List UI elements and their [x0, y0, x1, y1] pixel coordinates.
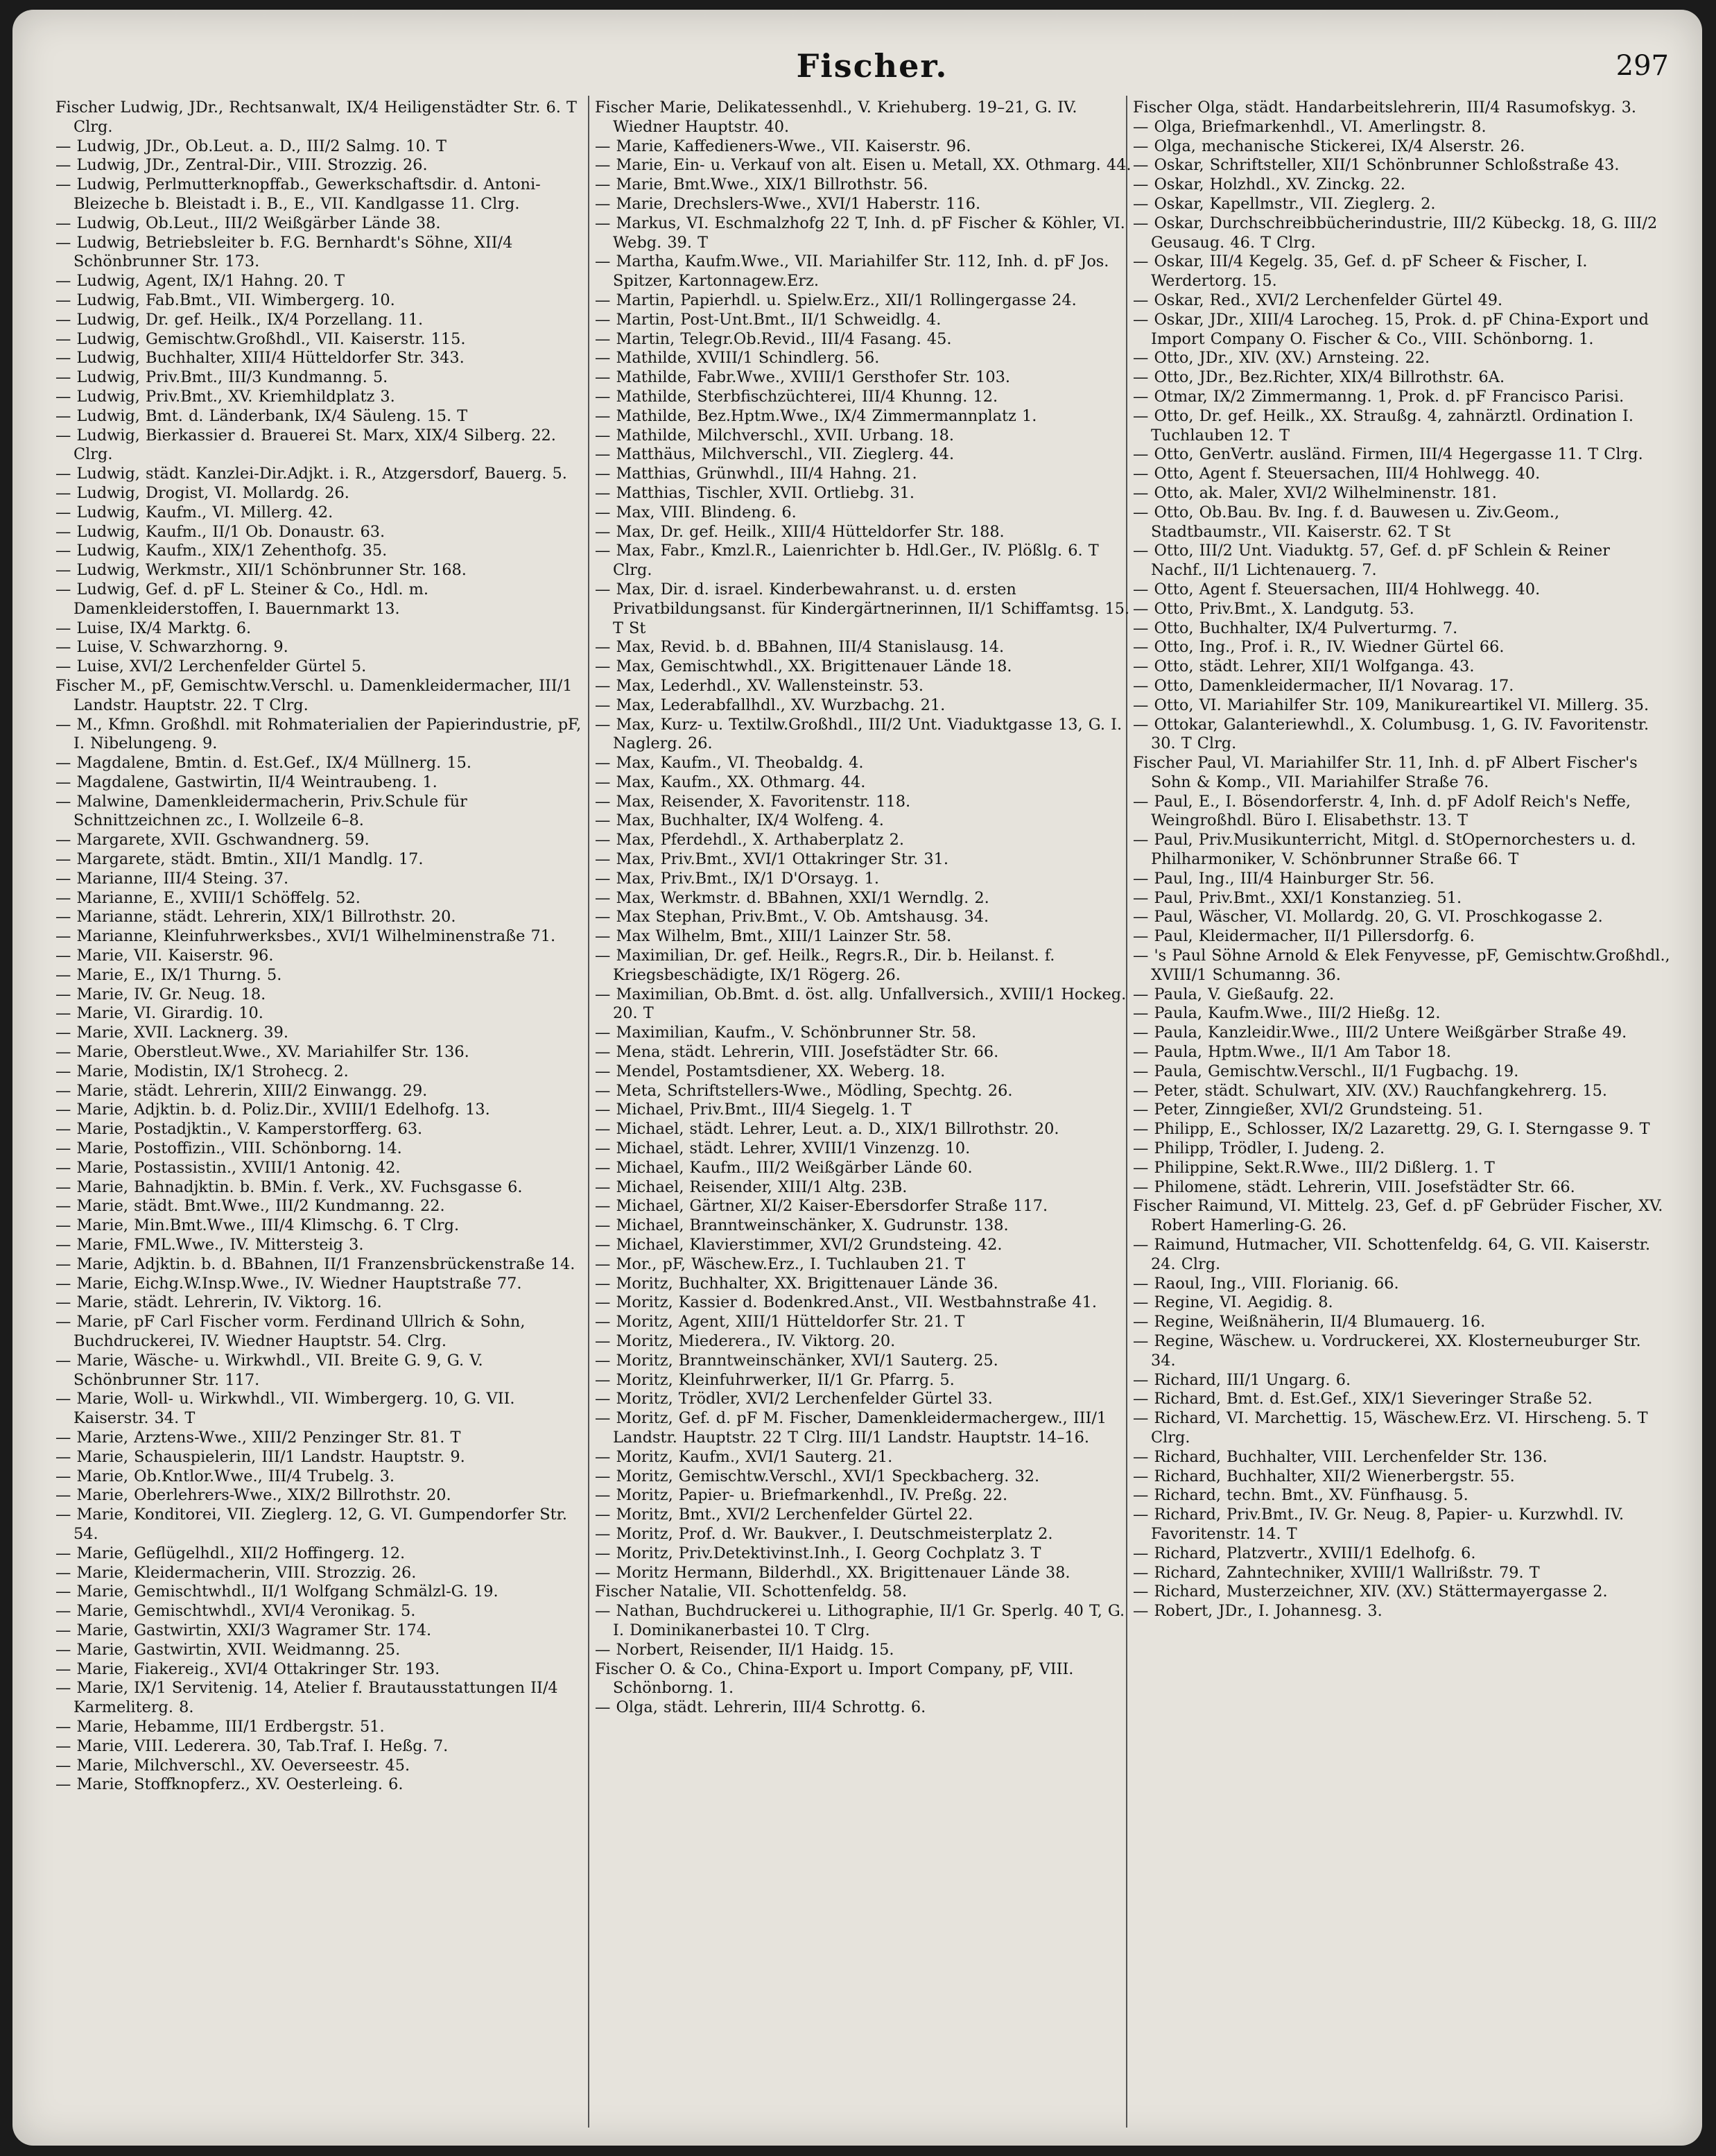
- directory-entry: — Paul, Wäscher, VI. Mollardg. 20, G. VI. Proschkogasse 2.: [1133, 908, 1603, 926]
- directory-entry: — Matthias, Grünwhdl., III/4 Hahng. 21.: [595, 465, 917, 483]
- directory-entry: — Max, Lederhdl., XV. Wallensteinstr. 53.: [595, 676, 924, 695]
- directory-entry: — Moritz, Papier- u. Briefmarkenhdl., IV. Preßg. 22.: [595, 1486, 1008, 1505]
- directory-column-3: [1133, 98, 1670, 2137]
- directory-entry: — Regine, Wäschew. u. Vordruckerei, XX. Klosterneuburger Str. 34.: [1133, 1332, 1641, 1370]
- directory-entry: — Paula, Kanzleidir.Wwe., III/2 Untere Weißgärber Straße 49.: [1133, 1024, 1627, 1042]
- directory-entry: — Max, Kaufm., XX. Othmarg. 44.: [595, 773, 866, 791]
- directory-entry: — Michael, Priv.Bmt., III/4 Siegelg. 1. T: [595, 1101, 912, 1119]
- directory-entry: — Magdalene, Bmtin. d. Est.Gef., IX/4 Müllnerg. 15.: [55, 754, 472, 773]
- directory-entry: — Marie, Gemischtwhdl., XVI/4 Veronikag. 5.: [55, 1602, 416, 1621]
- directory-entry: — Marie, Bahnadjktin. b. BMin. f. Verk., XV. Fuchsgasse 6.: [55, 1178, 523, 1196]
- directory-entry: — Mathilde, Milchverschl., XVII. Urbang. 18.: [595, 426, 955, 445]
- directory-entry: — Mena, städt. Lehrerin, VIII. Josefstädter Str. 66.: [595, 1043, 999, 1062]
- directory-column-2: [595, 98, 1132, 2137]
- directory-entry: — Otto, Agent f. Steuersachen, III/4 Hohlwegg. 40.: [1133, 580, 1541, 598]
- directory-entry: — Richard, VI. Marchettig. 15, Wäschew.Erz. VI. Hirscheng. 5. T Clrg.: [1133, 1409, 1648, 1447]
- directory-entry: — Peter, Zinngießer, XVI/2 Grundsteing. 51.: [1133, 1101, 1483, 1119]
- directory-heading-entry: Fischer O. & Co., China-Export u. Import Company, pF, VIII. Schönborng. 1.: [595, 1659, 1074, 1698]
- directory-entry: — Michael, städt. Lehrer, Leut. a. D., XIX/1 Billrothstr. 20.: [595, 1120, 1059, 1139]
- directory-entry: — Moritz, Kleinfuhrwerker, II/1 Gr. Pfarrg. 5.: [595, 1370, 955, 1389]
- directory-entry: — Max, Werkmstr. d. BBahnen, XXI/1 Werndlg. 2.: [595, 888, 989, 907]
- directory-entry: — Paul, E., I. Bösendorferstr. 4, Inh. d. pF Adolf Reich's Neffe, Weingroßhdl. Büro I. Elisabethstr. 13. T: [1133, 792, 1631, 830]
- directory-entry: — Marie, Woll- u. Wirkwhdl., VII. Wimbergerg. 10, G. VII. Kaiserstr. 34. T: [55, 1390, 515, 1428]
- directory-entry: — Moritz, Kaufm., XVI/1 Sauterg. 21.: [595, 1447, 893, 1466]
- directory-entry: — Moritz, Priv.Detektivinst.Inh., I. Georg Cochplatz 3. T: [595, 1544, 1041, 1562]
- directory-entry: — Max, VIII. Blindeng. 6.: [595, 503, 797, 521]
- directory-entry: — Marie, Postadjktin., V. Kamperstorfferg. 63.: [55, 1120, 423, 1139]
- directory-entry: — Ludwig, JDr., Zentral-Dir., VIII. Strozzig. 26.: [55, 156, 428, 175]
- directory-entry: — Otto, III/2 Unt. Viaduktg. 57, Gef. d. pF Schlein & Reiner Nachf., II/1 Lichtenauerg. 7.: [1133, 542, 1610, 580]
- directory-entry: — Michael, Gärtner, XI/2 Kaiser-Ebersdorfer Straße 117.: [595, 1197, 1048, 1216]
- directory-entry: — Marie, städt. Lehrerin, XIII/2 Einwangg. 29.: [55, 1081, 428, 1100]
- directory-entry: — Olga, Briefmarkenhdl., VI. Amerlingstr. 8.: [1133, 117, 1487, 136]
- directory-entry: — Martin, Telegr.Ob.Revid., III/4 Fasang. 45.: [595, 329, 952, 348]
- directory-entry: — Max, Revid. b. d. BBahnen, III/4 Stanislausg. 14.: [595, 638, 1005, 657]
- directory-entry: — Moritz, Kassier d. Bodenkred.Anst., VII. Westbahnstraße 41.: [595, 1293, 1098, 1312]
- directory-heading-entry: Fischer Ludwig, JDr., Rechtsanwalt, IX/4 Heiligenstädter Str. 6. T Clrg.: [55, 98, 577, 136]
- directory-entry: — Olga, städt. Lehrerin, III/4 Schrottg. 6.: [595, 1698, 926, 1717]
- directory-entry: — Ludwig, Priv.Bmt., III/3 Kundmanng. 5.: [55, 368, 388, 387]
- directory-entry: — Oskar, III/4 Kegelg. 35, Gef. d. pF Scheer & Fischer, I. Werdertorg. 15.: [1133, 252, 1588, 291]
- directory-entry: — Marie, Hebamme, III/1 Erdbergstr. 51.: [55, 1717, 385, 1736]
- directory-entry: — Margarete, XVII. Gschwandnerg. 59.: [55, 831, 370, 850]
- page-title: Fischer.: [796, 47, 948, 85]
- directory-entry: — Marianne, E., XVIII/1 Schöffelg. 52.: [55, 888, 361, 907]
- directory-entry: — Max, Kurz- u. Textilw.Großhdl., III/2 Unt. Viaduktgasse 13, G. I. Naglerg. 26.: [595, 715, 1123, 753]
- directory-entry: — Philippine, Sekt.R.Wwe., III/2 Dißlerg. 1. T: [1133, 1158, 1495, 1177]
- directory-entry: — Otto, Agent f. Steuersachen, III/4 Hohlwegg. 40.: [1133, 465, 1541, 483]
- directory-entry: — Ludwig, Buchhalter, XIII/4 Hütteldorfer Str. 343.: [55, 349, 465, 368]
- directory-heading-entry: Fischer Raimund, VI. Mittelg. 23, Gef. d. pF Gebrüder Fischer, XV. Robert Hamerling-G. 26.: [1133, 1197, 1663, 1235]
- directory-entry: — Oskar, Holzhdl., XV. Zinckg. 22.: [1133, 175, 1405, 194]
- directory-entry: — Marie, Arztens-Wwe., XIII/2 Penzinger Str. 81. T: [55, 1428, 461, 1447]
- directory-entry: — Marie, Geflügelhdl., XII/2 Hoffingerg. 12.: [55, 1544, 406, 1562]
- directory-entry: — Marianne, Kleinfuhrwerksbes., XVI/1 Wilhelminenstraße 71.: [55, 927, 556, 946]
- directory-entry: — Moritz, Gef. d. pF M. Fischer, Damenkleidermachergew., III/1 Landstr. Hauptstr. 22 T Clrg. III/1 Landstr. Hauptstr. 14–16.: [595, 1409, 1107, 1447]
- directory-entry: — Otto, Dr. gef. Heilk., XX. Straußg. 4, zahnärztl. Ordination I. Tuchlauben 12. T: [1133, 406, 1633, 445]
- directory-entry: — Mathilde, Sterbfischzüchterei, III/4 Khunng. 12.: [595, 387, 998, 406]
- directory-entry: — Ludwig, Agent, IX/1 Hahng. 20. T: [55, 272, 345, 291]
- directory-entry: — Regine, Weißnäherin, II/4 Blumauerg. 16.: [1133, 1313, 1486, 1331]
- directory-entry: — Moritz, Bmt., XVI/2 Lerchenfelder Gürtel 22.: [595, 1506, 973, 1524]
- directory-entry: — Raoul, Ing., VIII. Florianig. 66.: [1133, 1274, 1399, 1293]
- directory-entry: — Moritz Hermann, Bilderhdl., XX. Brigittenauer Lände 38.: [595, 1563, 1071, 1582]
- directory-entry: — Max, Dir. d. israel. Kinderbewahranst. u. d. ersten Privatbildungsanst. für Kindergärtnerinnen, II/1 Schiffamtsg. 15. T St: [595, 580, 1130, 637]
- directory-entry: — Matthäus, Milchverschl., VII. Zieglerg. 44.: [595, 445, 955, 464]
- directory-entry: — Otto, städt. Lehrer, XII/1 Wolfganga. 43.: [1133, 657, 1475, 676]
- directory-entry: — Ludwig, JDr., Ob.Leut. a. D., III/2 Salmg. 10. T: [55, 137, 447, 155]
- directory-heading-entry: Fischer Olga, städt. Handarbeitslehrerin, III/4 Rasumofskyg. 3.: [1133, 98, 1636, 117]
- directory-entry: — Moritz, Trödler, XVI/2 Lerchenfelder Gürtel 33.: [595, 1390, 993, 1408]
- directory-entry: — Otto, ak. Maler, XVI/2 Wilhelminenstr. 181.: [1133, 483, 1497, 502]
- directory-entry: — Marianne, städt. Lehrerin, XIX/1 Billrothstr. 20.: [55, 908, 456, 926]
- directory-entry: — Ludwig, Bierkassier d. Brauerei St. Marx, XIX/4 Silberg. 22. Clrg.: [55, 426, 556, 464]
- directory-entry: — Nathan, Buchdruckerei u. Lithographie, II/1 Gr. Sperlg. 40 T, G. I. Dominikanerbastei 10. T Clrg.: [595, 1602, 1125, 1639]
- directory-entry: — Marie, Ein- u. Verkauf von alt. Eisen u. Metall, XX. Othmarg. 44.: [595, 156, 1132, 175]
- directory-entry: — Luise, IX/4 Marktg. 6.: [55, 619, 252, 637]
- directory-entry: — Richard, Platzvertr., XVIII/1 Edelhofg. 6.: [1133, 1544, 1476, 1562]
- directory-entry: — Otto, VI. Mariahilfer Str. 109, Manikureartikel VI. Millerg. 35.: [1133, 696, 1649, 714]
- directory-entry: — Richard, Buchhalter, XII/2 Wienerbergstr. 55.: [1133, 1467, 1515, 1485]
- directory-entry: — Mor., pF, Wäschew.Erz., I. Tuchlauben 21. T: [595, 1254, 966, 1273]
- directory-entry: — Ludwig, Drogist, VI. Mollardg. 26.: [55, 483, 349, 502]
- directory-entry: — Michael, Branntweinschänker, X. Gudrunstr. 138.: [595, 1216, 1009, 1235]
- directory-entry: — Maximilian, Dr. gef. Heilk., Regrs.R., Dir. b. Heilanst. f. Kriegsbeschädigte, IX/1 Rögerg. 26.: [595, 947, 1055, 984]
- directory-entry: — Ludwig, Kaufm., VI. Millerg. 42.: [55, 503, 333, 521]
- directory-entry: — Otto, GenVertr. ausländ. Firmen, III/4 Hegergasse 11. T Clrg.: [1133, 445, 1643, 464]
- directory-entry: — Paul, Kleidermacher, II/1 Pillersdorfg. 6.: [1133, 927, 1475, 946]
- directory-entry: — Ludwig, Kaufm., XIX/1 Zehenthofg. 35.: [55, 542, 388, 560]
- directory-entry: — Otmar, IX/2 Zimmermanng. 1, Prok. d. pF Francisco Parisi.: [1133, 387, 1624, 406]
- directory-entry: — Paul, Priv.Musikunterricht, Mitgl. d. StOpernorchesters u. d. Philharmoniker, V. Schönbrunner Straße 66. T: [1133, 831, 1636, 869]
- directory-entry: — Philipp, Trödler, I. Judeng. 2.: [1133, 1139, 1385, 1158]
- directory-entry: — Marie, Milchverschl., XV. Oeverseestr. 45.: [55, 1756, 410, 1775]
- directory-entry: — Oskar, JDr., XIII/4 Larocheg. 15, Prok. d. pF China-Export und Import Company O. Fischer & Co., VIII. Schönborng. 1.: [1133, 310, 1649, 348]
- directory-entry: — Philipp, E., Schlosser, IX/2 Lazarettg. 29, G. I. Sterngasse 9. T: [1133, 1120, 1650, 1139]
- directory-entry: — Otto, JDr., Bez.Richter, XIX/4 Billrothstr. 6A.: [1133, 368, 1505, 387]
- directory-entry: — Richard, techn. Bmt., XV. Fünfhausg. 5.: [1133, 1486, 1468, 1505]
- directory-entry: — Marie, Oberstleut.Wwe., XV. Mariahilfer Str. 136.: [55, 1043, 469, 1062]
- directory-entry: — Marie, Min.Bmt.Wwe., III/4 Klimschg. 6. T Clrg.: [55, 1216, 460, 1235]
- directory-entry: — Marie, Adjktin. b. d. Poliz.Dir., XVIII/1 Edelhofg. 13.: [55, 1101, 490, 1119]
- directory-entry: — Peter, städt. Schulwart, XIV. (XV.) Rauchfangkehrerg. 15.: [1133, 1081, 1608, 1100]
- directory-entry: — Ludwig, städt. Kanzlei-Dir.Adjkt. i. R., Atzgersdorf, Bauerg. 5.: [55, 465, 567, 483]
- directory-heading-entry: Fischer Marie, Delikatessenhdl., V. Kriehuberg. 19–21, G. IV. Wiedner Hauptstr. 40.: [595, 98, 1077, 136]
- directory-entry: — Ludwig, Dr. gef. Heilk., IX/4 Porzellang. 11.: [55, 310, 424, 329]
- directory-entry: — Max, Pferdehdl., X. Arthaberplatz 2.: [595, 831, 905, 850]
- directory-entry: — Oskar, Durchschreibbücherindustrie, III/2 Kübeckg. 18, G. III/2 Geusaug. 46. T Clrg.: [1133, 214, 1658, 252]
- directory-entry: — Luise, XVI/2 Lerchenfelder Gürtel 5.: [55, 657, 367, 676]
- directory-entry: — Marie, IV. Gr. Neug. 18.: [55, 985, 266, 1003]
- directory-entry: — Marie, VI. Girardig. 10.: [55, 1004, 263, 1023]
- directory-entry: — Luise, V. Schwarzhorng. 9.: [55, 638, 288, 657]
- directory-entry: — Ludwig, Werkmstr., XII/1 Schönbrunner Str. 168.: [55, 561, 467, 580]
- directory-entry: — Max, Buchhalter, IX/4 Wolfeng. 4.: [595, 811, 884, 830]
- directory-entry: — Mathilde, Bez.Hptm.Wwe., IX/4 Zimmermannplatz 1.: [595, 406, 1037, 425]
- directory-entry: — Oskar, Kapellmstr., VII. Zieglerg. 2.: [1133, 194, 1436, 213]
- directory-entry: — 's Paul Söhne Arnold & Elek Fenyvesse, pF, Gemischtw.Großhdl., XVIII/1 Schumanng. 36.: [1133, 947, 1670, 984]
- directory-entry: — Marie, Bmt.Wwe., XIX/1 Billrothstr. 56.: [595, 175, 928, 194]
- directory-entry: — Moritz, Branntweinschänker, XVI/1 Sauterg. 25.: [595, 1351, 998, 1370]
- directory-entry: — Ludwig, Gemischtw.Großhdl., VII. Kaiserstr. 115.: [55, 329, 466, 348]
- directory-entry: — Otto, Ob.Bau. Bv. Ing. f. d. Bauwesen u. Ziv.Geom., Stadtbaumstr., VII. Kaiserstr. 62. T St: [1133, 503, 1560, 541]
- directory-entry: — Marie, Konditorei, VII. Zieglerg. 12, G. VI. Gumpendorfer Str. 54.: [55, 1506, 567, 1543]
- directory-entry: — Marie, Gastwirtin, XXI/3 Wagramer Str. 174.: [55, 1621, 432, 1639]
- directory-entry: — Oskar, Schriftsteller, XII/1 Schönbrunner Schloßstraße 43.: [1133, 156, 1620, 175]
- directory-entry: — Marie, Ob.Kntlor.Wwe., III/4 Trubelg. 3.: [55, 1467, 395, 1485]
- directory-entry: — Max, Priv.Bmt., IX/1 D'Orsayg. 1.: [595, 869, 879, 888]
- directory-entry: — Marie, Drechslers-Wwe., XVI/1 Haberstr. 116.: [595, 194, 981, 213]
- directory-entry: — Marie, IX/1 Servitenig. 14, Atelier f. Brautausstattungen II/4 Karmeliterg. 8.: [55, 1679, 558, 1717]
- directory-entry: — Paula, V. Gießaufg. 22.: [1133, 985, 1335, 1003]
- directory-entry: — M., Kfmn. Großhdl. mit Rohmaterialien der Papierindustrie, pF, I. Nibelungeng. 9.: [55, 715, 582, 753]
- directory-entry: — Marie, Stoffknopferz., XV. Oesterleing. 6.: [55, 1775, 404, 1794]
- directory-heading-entry: Fischer Paul, VI. Mariahilfer Str. 11, Inh. d. pF Albert Fischer's Sohn & Komp., VII. Mariahilfer Straße 76.: [1133, 754, 1638, 791]
- directory-entry: — Marianne, III/4 Steing. 37.: [55, 869, 289, 888]
- directory-entry: — Marie, Kaffedieners-Wwe., VII. Kaiserstr. 96.: [595, 137, 971, 155]
- directory-entry: — Paula, Hptm.Wwe., II/1 Am Tabor 18.: [1133, 1043, 1451, 1062]
- directory-entry: — Marie, Schauspielerin, III/1 Landstr. Hauptstr. 9.: [55, 1447, 465, 1466]
- directory-entry: — Markus, VI. Eschmalzhofg 22 T, Inh. d. pF Fischer & Köhler, VI. Webg. 39. T: [595, 214, 1125, 252]
- directory-entry: — Paula, Gemischtw.Verschl., II/1 Fugbachg. 19.: [1133, 1062, 1519, 1080]
- directory-entry: — Marie, VIII. Lederera. 30, Tab.Traf. I. Heßg. 7.: [55, 1736, 449, 1755]
- directory-entry: — Paul, Ing., III/4 Hainburger Str. 56.: [1133, 869, 1435, 888]
- directory-entry: — Ludwig, Gef. d. pF L. Steiner & Co., Hdl. m. Damenkleiderstoffen, I. Bauernmarkt 13.: [55, 580, 429, 618]
- directory-heading-entry: Fischer M., pF, Gemischtw.Verschl. u. Damenkleidermacher, III/1 Landstr. Hauptstr. 22. T Clrg.: [55, 676, 573, 714]
- directory-entry: — Meta, Schriftstellers-Wwe., Mödling, Spechtg. 26.: [595, 1081, 1013, 1100]
- directory-entry: — Matthias, Tischler, XVII. Ortliebg. 31.: [595, 483, 915, 502]
- directory-entry: — Marie, städt. Bmt.Wwe., III/2 Kundmanng. 22.: [55, 1197, 445, 1216]
- directory-entry: — Norbert, Reisender, II/1 Haidg. 15.: [595, 1640, 894, 1659]
- directory-entry: — Marie, städt. Lehrerin, IV. Viktorg. 16.: [55, 1293, 382, 1312]
- directory-entry: — Max Stephan, Priv.Bmt., V. Ob. Amtshausg. 34.: [595, 908, 989, 926]
- directory-entry: — Marie, Adjktin. b. d. BBahnen, II/1 Franzensbrückenstraße 14.: [55, 1254, 575, 1273]
- directory-entry: — Margarete, städt. Bmtin., XII/1 Mandlg. 17.: [55, 850, 424, 869]
- directory-entry: — Otto, Ing., Prof. i. R., IV. Wiedner Gürtel 66.: [1133, 638, 1505, 657]
- directory-entry: — Max, Dr. gef. Heilk., XIII/4 Hütteldorfer Str. 188.: [595, 522, 1005, 541]
- directory-entry: — Marie, FML.Wwe., IV. Mittersteig 3.: [55, 1236, 364, 1254]
- directory-entry: — Max, Priv.Bmt., XVI/1 Ottakringer Str. 31.: [595, 850, 948, 869]
- directory-entry: — Moritz, Miederera., IV. Viktorg. 20.: [595, 1332, 896, 1350]
- directory-column-1: [55, 98, 593, 2137]
- directory-entry: — Maximilian, Kaufm., V. Schönbrunner Str. 58.: [595, 1024, 977, 1042]
- directory-entry: — Marie, E., IX/1 Thurng. 5.: [55, 965, 282, 984]
- directory-entry: — Michael, Reisender, XIII/1 Altg. 23B.: [595, 1178, 908, 1196]
- directory-entry: — Marie, Fiakereig., XVI/4 Ottakringer Str. 193.: [55, 1659, 440, 1678]
- directory-entry: — Otto, JDr., XIV. (XV.) Arnsteing. 22.: [1133, 349, 1430, 368]
- directory-entry: — Michael, Kaufm., III/2 Weißgärber Lände 60.: [595, 1158, 973, 1177]
- directory-entry: — Marie, Postoffizin., VIII. Schönborng. 14.: [55, 1139, 402, 1158]
- directory-entry: — Richard, III/1 Ungarg. 6.: [1133, 1370, 1351, 1389]
- directory-entry: — Moritz, Gemischtw.Verschl., XVI/1 Speckbacherg. 32.: [595, 1467, 1040, 1485]
- directory-entry: — Otto, Buchhalter, IX/4 Pulverturmg. 7.: [1133, 619, 1458, 637]
- directory-entry: — Mendel, Postamtsdiener, XX. Weberg. 18.: [595, 1062, 946, 1080]
- directory-entry: — Richard, Musterzeichner, XIV. (XV.) Stättermayergasse 2.: [1133, 1582, 1608, 1601]
- directory-entry: — Marie, Wäsche- u. Wirkwhdl., VII. Breite G. 9, G. V. Schönbrunner Str. 117.: [55, 1351, 483, 1389]
- directory-entry: — Mathilde, Fabr.Wwe., XVIII/1 Gersthofer Str. 103.: [595, 368, 1010, 387]
- directory-entry: — Olga, mechanische Stickerei, IX/4 Alserstr. 26.: [1133, 137, 1525, 155]
- directory-heading-entry: Fischer Natalie, VII. Schottenfeldg. 58.: [595, 1582, 908, 1601]
- directory-entry: — Ludwig, Fab.Bmt., VII. Wimbergerg. 10.: [55, 291, 395, 309]
- page-number: 297: [1615, 50, 1669, 82]
- directory-entry: — Robert, JDr., I. Johannesg. 3.: [1133, 1602, 1383, 1621]
- directory-entry: — Ludwig, Priv.Bmt., XV. Kriemhildplatz 3.: [55, 387, 395, 406]
- directory-entry: — Marie, Modistin, IX/1 Strohecg. 2.: [55, 1062, 349, 1080]
- directory-entry: — Max, Gemischtwhdl., XX. Brigittenauer Lände 18.: [595, 657, 1012, 676]
- directory-entry: — Max, Lederabfallhdl., XV. Wurzbachg. 21.: [595, 696, 946, 714]
- directory-entry: — Maximilian, Ob.Bmt. d. öst. allg. Unfallversich., XVIII/1 Hockeg. 20. T: [595, 985, 1127, 1023]
- directory-entry: — Regine, VI. Aegidig. 8.: [1133, 1293, 1333, 1312]
- directory-entry: — Michael, städt. Lehrer, XVIII/1 Vinzenzg. 10.: [595, 1139, 971, 1158]
- directory-entry: — Marie, Gastwirtin, XVII. Weidmanng. 25.: [55, 1640, 401, 1659]
- directory-page: [12, 10, 1702, 2146]
- directory-entry: — Ludwig, Kaufm., II/1 Ob. Donaustr. 63.: [55, 522, 385, 541]
- directory-entry: — Otto, Damenkleidermacher, II/1 Novarag. 17.: [1133, 676, 1514, 695]
- directory-entry: — Marie, Eichg.W.Insp.Wwe., IV. Wiedner Hauptstraße 77.: [55, 1274, 522, 1293]
- directory-entry: — Max, Kaufm., VI. Theobaldg. 4.: [595, 754, 864, 773]
- directory-entry: — Richard, Bmt. d. Est.Gef., XIX/1 Sieveringer Straße 52.: [1133, 1390, 1593, 1408]
- directory-entry: — Martin, Papierhdl. u. Spielw.Erz., XII/1 Rollingergasse 24.: [595, 291, 1077, 309]
- directory-entry: — Marie, VII. Kaiserstr. 96.: [55, 947, 274, 965]
- directory-entry: — Marie, Oberlehrers-Wwe., XIX/2 Billrothstr. 20.: [55, 1486, 451, 1505]
- directory-entry: — Martha, Kaufm.Wwe., VII. Mariahilfer Str. 112, Inh. d. pF Jos. Spitzer, Kartonnagew.Erz.: [595, 252, 1109, 291]
- directory-entry: — Marie, pF Carl Fischer vorm. Ferdinand Ullrich & Sohn, Buchdruckerei, IV. Wiedner Hauptstr. 54. Clrg.: [55, 1313, 526, 1350]
- directory-entry: — Marie, Gemischtwhdl., II/1 Wolfgang Schmälzl-G. 19.: [55, 1582, 499, 1601]
- directory-entry: — Moritz, Buchhalter, XX. Brigittenauer Lände 36.: [595, 1274, 998, 1293]
- directory-entry: — Paula, Kaufm.Wwe., III/2 Hießg. 12.: [1133, 1004, 1441, 1023]
- directory-entry: — Marie, XVII. Lacknerg. 39.: [55, 1024, 289, 1042]
- directory-entry: — Michael, Klavierstimmer, XVI/2 Grundsteing. 42.: [595, 1236, 1003, 1254]
- directory-entry: — Max Wilhelm, Bmt., XIII/1 Lainzer Str. 58.: [595, 927, 952, 946]
- directory-entry: — Oskar, Red., XVI/2 Lerchenfelder Gürtel 49.: [1133, 291, 1503, 309]
- directory-entry: — Magdalene, Gastwirtin, II/4 Weintraubeng. 1.: [55, 773, 437, 791]
- directory-entry: — Ludwig, Bmt. d. Länderbank, IX/4 Säuleng. 15. T: [55, 406, 468, 425]
- directory-entry: — Marie, Postassistin., XVIII/1 Antonig. 42.: [55, 1158, 401, 1177]
- directory-entry: — Philomene, städt. Lehrerin, VIII. Josefstädter Str. 66.: [1133, 1178, 1575, 1196]
- directory-entry: — Ludwig, Betriebsleiter b. F.G. Bernhardt's Söhne, XII/4 Schönbrunner Str. 173.: [55, 233, 513, 271]
- directory-entry: — Richard, Priv.Bmt., IV. Gr. Neug. 8, Papier- u. Kurzwhdl. IV. Favoritenstr. 14. T: [1133, 1506, 1624, 1543]
- directory-entry: — Richard, Zahntechniker, XVIII/1 Wallrißstr. 79. T: [1133, 1563, 1540, 1582]
- directory-entry: — Max, Reisender, X. Favoritenstr. 118.: [595, 792, 911, 811]
- directory-entry: — Mathilde, XVIII/1 Schindlerg. 56.: [595, 349, 880, 368]
- directory-entry: — Otto, Priv.Bmt., X. Landgutg. 53.: [1133, 599, 1414, 618]
- directory-entry: — Marie, Kleidermacherin, VIII. Strozzig. 26.: [55, 1563, 417, 1582]
- directory-entry: — Max, Fabr., Kmzl.R., Laienrichter b. Hdl.Ger., IV. Plößlg. 6. T Clrg.: [595, 542, 1099, 580]
- directory-entry: — Malwine, Damenkleidermacherin, Priv.Schule für Schnittzeichnen zc., I. Wollzeile 6–8.: [55, 792, 467, 830]
- directory-entry: — Ottokar, Galanteriewhdl., X. Columbusg. 1, G. IV. Favoritenstr. 30. T Clrg.: [1133, 715, 1649, 753]
- directory-entry: — Martin, Post-Unt.Bmt., II/1 Schweidlg. 4.: [595, 310, 942, 329]
- directory-entry: — Richard, Buchhalter, VIII. Lerchenfelder Str. 136.: [1133, 1447, 1548, 1466]
- directory-entry: — Moritz, Agent, XIII/1 Hütteldorfer Str. 21. T: [595, 1313, 965, 1331]
- directory-entry: — Moritz, Prof. d. Wr. Baukver., I. Deutschmeisterplatz 2.: [595, 1524, 1053, 1543]
- directory-entry: — Paul, Priv.Bmt., XXI/1 Konstanzieg. 51.: [1133, 888, 1462, 907]
- directory-entry: — Raimund, Hutmacher, VII. Schottenfeldg. 64, G. VII. Kaiserstr. 24. Clrg.: [1133, 1236, 1651, 1273]
- directory-entry: — Ludwig, Ob.Leut., III/2 Weißgärber Lände 38.: [55, 214, 441, 232]
- directory-entry: — Ludwig, Perlmutterknopffab., Gewerkschaftsdir. d. Antoni-Bleizeche b. Bleistadt i. B., E., VII. Kandlgasse 11. Clrg.: [55, 175, 541, 213]
